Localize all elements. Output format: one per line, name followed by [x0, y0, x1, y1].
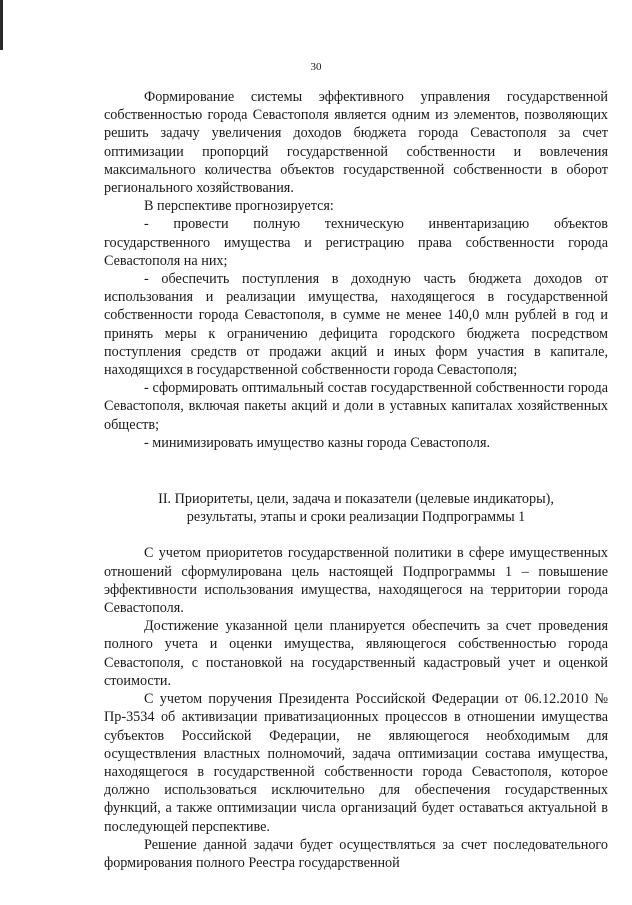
paragraph-solution: Решение данной задачи будет осуществляться за счет последовательного формирования полного Реестра государственной: [104, 836, 608, 871]
paragraph-intro: Формирование системы эффективного управления государственной собственностью города Севастополя является одним из элементов, позволяющих решить задачу увеличения доходов бюджета города Севастополя за счет оптимизации пропорций государственной собственности и вовлечения максимального количества объектов государственной собственности в оборот регионального хозяйствования.: [104, 89, 608, 197]
section-heading: [104, 490, 608, 526]
paragraph-goal: С учетом приоритетов государственной политики в сфере имущественных отношений сформулирована цель настоящей Подпрограммы 1 – повышение эффективности использования имущества, находящегося на территории города Севастополя.: [104, 545, 608, 617]
section-heading-line-2: результаты, этапы и сроки реализации Подпрограммы 1: [186, 509, 526, 526]
paragraph-presidential-order: С учетом поручения Президента Российской Федерации от 06.12.2010 № Пр-3534 об активизации приватизационных процессов в отношении имущества субъектов Российской Федерации, не являющегося необходимым для осуществления властных полномочий, задача оптимизации состава имущества, находящегося в государственной собственности города Севастополя, которое должно использоваться исключительно для обеспечения государственных функций, а также оптимизации числа организаций будет оставаться актуальной в последующей перспективе.: [104, 691, 608, 835]
document-body: [104, 88, 608, 872]
paragraph-forecast-lead: В перспективе прогнозируется:: [144, 198, 334, 215]
scan-edge-mark: [0, 0, 3, 50]
list-item-optimal-composition: - сформировать оптимальный состав государственной собственности города Севастополя, включая пакеты акций и доли в уставных капиталах хозяйственных обществ;: [104, 380, 608, 433]
list-item-budget-revenue: - обеспечить поступления в доходную часть бюджета доходов от использования и реализации имущества, находящегося в государственной собственности города Севастополя, в сумме не менее 140,0 млн рублей в год и принять меры к ограничению дефицита городского бюджета посредством поступления средств от продажи акций и иных форм участия в капитале, находящихся в государственной собственности города Севастополя;: [104, 271, 608, 379]
section-heading-line-1: II. Приоритеты, цели, задача и показатели (целевые индикаторы),: [158, 491, 554, 508]
list-item-inventory: - провести полную техническую инвентаризацию объектов государственного имущества и регистрацию права собственности города Севастополя на них;: [104, 216, 608, 269]
paragraph-achievement: Достижение указанной цели планируется обеспечить за счет проведения полного учета и оценки имущества, являющегося собственностью города Севастополя, с постановкой на государственный кадастровый учет и оценкой стоимости.: [104, 618, 608, 689]
list-item-minimize-treasury: - минимизировать имущество казны города Севастополя.: [144, 434, 491, 451]
page-number: 30: [310, 61, 322, 73]
